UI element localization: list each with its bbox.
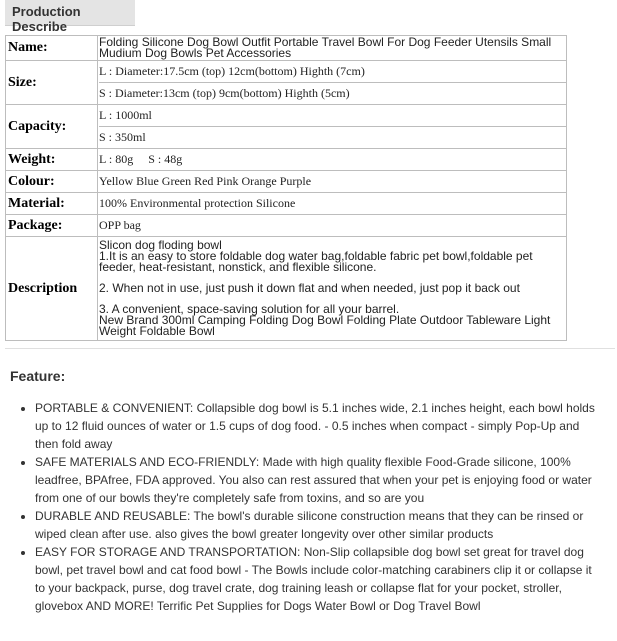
spec-label-colour: Colour: [6,171,98,193]
spec-value-material: 100% Environmental protection Silicone [98,193,567,215]
spec-label-package: Package: [6,215,98,237]
spec-value-size [98,61,567,105]
feature-item: • PORTABLE & CONVENIENT: Collapsible dog bowl is 5.1 inches wide, 2.1 inches height, each bowl holds up to 12 fluid ounces of water or 1.5 cups of dog food. - 0.5 inches when compact - simply Pop-Up and then fold away [35,399,595,453]
spec-value-name: Folding Silicone Dog Bowl Outfit Portable Travel Bowl For Dog Feeder Utensils Small Mudium Dog Bowls Pet Accessories [98,36,567,61]
spec-row-capacity [6,105,567,149]
feature-heading: Feature: [10,368,66,384]
description-line: 2. When not in use, just push it down flat and when needed, just pop it back out [99,281,520,295]
spec-label-capacity: Capacity: [6,105,98,149]
capacity-small: S : 350ml [99,130,146,144]
spec-value-capacity [98,105,567,149]
description-line: New Brand 300ml Camping Folding Dog Bowl Folding Plate Outdoor Tableware Light Weight Foldable Bowl [99,313,551,338]
feature-item: • EASY FOR STORAGE AND TRANSPORTATION: Non-Slip collapsible dog bowl set great for travel dog bowl, pet travel bowl and cat food bowl - The Bowls include color-matching carabiners clip it or collapse it to your backpack, purse, dog travel crate, dog training leash or collapse flat for your pocket, stroller, glovebox AND MORE! Terrific Pet Supplies for Dogs Water Bowl or Dog Travel Bowl [35,543,595,615]
spec-value-package: OPP bag [98,215,567,237]
spec-row-colour [6,171,567,193]
spec-row-size [6,61,567,105]
spec-label-description: Description [6,237,98,341]
description-line: Slicon dog floding bowl [99,238,222,252]
spec-label-size: Size: [6,61,98,105]
capacity-large: L : 1000ml [99,105,566,127]
tab-production-describe[interactable] [5,0,135,34]
feature-list [20,399,595,615]
description-line: 3. A convenient, space-saving solution for all your barrel. [99,302,400,316]
spec-label-weight: Weight: [6,149,98,171]
size-large: L : Diameter:17.5cm (top) 12cm(bottom) Highth (7cm) [99,61,566,83]
spec-value-weight: L : 80g S : 48g [98,149,567,171]
spec-row-material [6,193,567,215]
spec-value-description [98,237,567,341]
feature-item: • SAFE MATERIALS AND ECO-FRIENDLY: Made with high quality flexible Food-Grade silicone, 100% leadfree, BPAfree, FDA approved. You also can rest assured that when your pet is enjoying food or water from one of our bowls they're completely safe from toxins, and so are you [35,453,595,507]
feature-item: • DURABLE AND REUSABLE: The bowl's durable silicone construction means that they can be rinsed or wiped clean after use. also gives the bowl greater longevity over other similar products [35,507,595,543]
spec-row-weight [6,149,567,171]
spec-table [5,35,567,341]
spec-label-material: Material: [6,193,98,215]
description-line: 1.It is an easy to store foldable dog water bag,foldable fabric pet bowl,foldable pet feeder, heat-resistant, nonstick, and flexible silicone. [99,249,533,274]
section-divider [5,348,615,349]
spec-row-package [6,215,567,237]
spec-label-name: Name: [6,36,98,61]
spec-row-description [6,237,567,341]
spec-row-name [6,36,567,61]
size-small: S : Diameter:13cm (top) 9cm(bottom) Highth (5cm) [99,86,350,100]
spec-value-colour: Yellow Blue Green Red Pink Orange Purple [98,171,567,193]
tab-label: Production Describe [12,4,81,34]
